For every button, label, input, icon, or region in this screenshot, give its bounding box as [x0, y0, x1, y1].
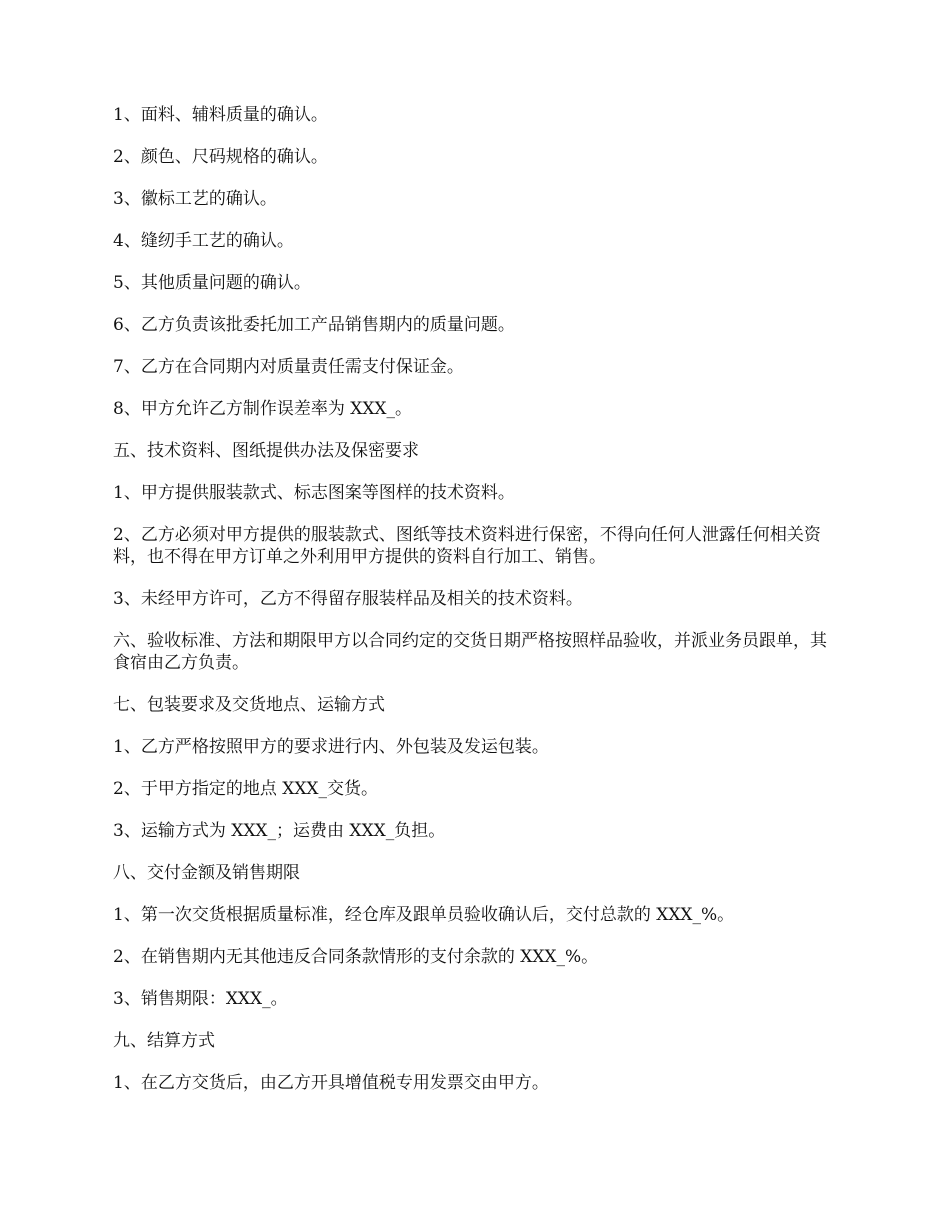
quality-item-2: 2、颜色、尺码规格的确认。 [113, 147, 328, 167]
quality-item-7: 7、乙方在合同期内对质量责任需支付保证金。 [113, 357, 464, 377]
section-heading-7: 七、包装要求及交货地点、运输方式 [113, 695, 385, 715]
packing-item-3: 3、运输方式为 XXX_；运费由 XXX_负担。 [113, 821, 446, 841]
section-heading-6: 六、验收标准、方法和期限甲方以合同约定的交货日期严格按照样品验收，并派业务员跟单，其食宿由乙方负责。 [113, 631, 827, 673]
quality-item-6: 6、乙方负责该批委托加工产品销售期内的质量问题。 [113, 315, 515, 335]
payment-item-2: 2、在销售期内无其他违反合同条款情形的支付余款的 XXX_%。 [113, 947, 599, 967]
quality-item-4: 4、缝纫手工艺的确认。 [113, 231, 294, 251]
quality-item-1: 1、面料、辅料质量的确认。 [113, 105, 328, 125]
section-heading-9: 九、结算方式 [113, 1031, 215, 1051]
document-page [113, 104, 843, 1114]
tech-item-1: 1、甲方提供服装款式、标志图案等图样的技术资料。 [113, 483, 515, 503]
quality-item-3: 3、徽标工艺的确认。 [113, 189, 277, 209]
tech-item-2: 2、乙方必须对甲方提供的服装款式、图纸等技术资料进行保密，不得向任何人泄露任何相关资料，也不得在甲方订单之外利用甲方提供的资料自行加工、销售。 [113, 525, 821, 567]
settlement-item-1: 1、在乙方交货后，由乙方开具增值税专用发票交由甲方。 [113, 1073, 549, 1093]
section-heading-8: 八、交付金额及销售期限 [113, 863, 300, 883]
payment-item-3: 3、销售期限：XXX_。 [113, 989, 288, 1009]
quality-item-5: 5、其他质量问题的确认。 [113, 273, 311, 293]
quality-item-8: 8、甲方允许乙方制作误差率为 XXX_。 [113, 399, 413, 419]
packing-item-1: 1、乙方严格按照甲方的要求进行内、外包装及发运包装。 [113, 737, 549, 757]
packing-item-2: 2、于甲方指定的地点 XXX_交货。 [113, 779, 379, 799]
payment-item-1: 1、第一次交货根据质量标准，经仓库及跟单员验收确认后，交付总款的 XXX_%。 [113, 905, 735, 925]
section-heading-5: 五、技术资料、图纸提供办法及保密要求 [113, 441, 419, 461]
tech-item-3: 3、未经甲方许可，乙方不得留存服装样品及相关的技术资料。 [113, 589, 583, 609]
